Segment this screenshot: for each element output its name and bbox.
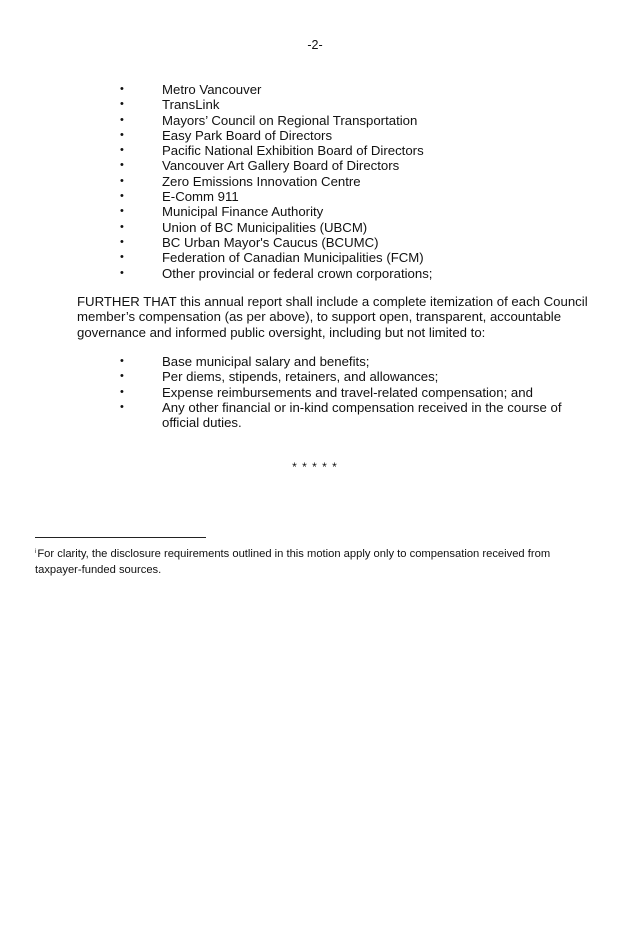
- list-item: [118, 158, 588, 173]
- page-number: -2-: [307, 38, 323, 52]
- list-item: [118, 266, 588, 281]
- list-item-text: Any other financial or in-kind compensation received in the course of official duties.: [162, 399, 562, 431]
- list-item-text: E-Comm 911: [162, 189, 239, 205]
- bullet-icon: •: [120, 83, 124, 95]
- list-item-text: Easy Park Board of Directors: [162, 127, 333, 143]
- bullet-icon: •: [120, 251, 124, 264]
- list-item-text: Municipal Finance Authority: [162, 204, 324, 220]
- bullet-icon: •: [120, 370, 124, 383]
- list-item-text: Expense reimbursements and travel-related compensation; and: [162, 384, 533, 400]
- bullet-icon: •: [120, 98, 124, 111]
- bullet-icon: •: [120, 385, 124, 398]
- footnote: [35, 545, 595, 578]
- bodies-bullet-list: [118, 82, 588, 281]
- bullet-icon: •: [120, 235, 124, 248]
- list-item-text: Mayors’ Council on Regional Transportation: [162, 112, 418, 128]
- bullet-icon: •: [120, 174, 124, 187]
- section-separator: * * * * *: [292, 460, 338, 474]
- bullet-icon: •: [120, 113, 124, 126]
- list-item-text: Other provincial or federal crown corporations;: [162, 265, 433, 281]
- bullet-icon: •: [120, 205, 124, 218]
- list-item-text: Federation of Canadian Municipalities (FCM): [162, 250, 424, 266]
- further-that-paragraph: FURTHER THAT this annual report shall include a complete itemization of each Council member’s compensation (as per above), to support open, transparent, accountable governance and informed public oversight, including but not limited to:: [77, 294, 588, 340]
- bullet-icon: •: [120, 355, 124, 367]
- list-item: [118, 354, 588, 369]
- bullet-icon: •: [120, 128, 124, 141]
- list-item-text: Vancouver Art Gallery Board of Directors: [162, 158, 400, 174]
- list-item-text: Pacific National Exhibition Board of Directors: [162, 143, 424, 159]
- list-item: [118, 97, 588, 112]
- list-item: [118, 369, 588, 384]
- list-item: [118, 204, 588, 219]
- list-item: [118, 128, 588, 143]
- list-item-text: Zero Emissions Innovation Centre: [162, 173, 361, 189]
- list-item-text: Per diems, stipends, retainers, and allowances;: [162, 369, 439, 385]
- list-item-text: BC Urban Mayor's Caucus (BCUMC): [162, 234, 379, 250]
- footnote-divider: [35, 537, 206, 538]
- compensation-bullet-list: [118, 354, 588, 430]
- list-item: [118, 82, 588, 97]
- footnote-marker: i: [35, 549, 37, 555]
- list-item: [118, 143, 588, 158]
- list-item: [118, 113, 588, 128]
- list-item: [118, 250, 588, 265]
- list-item: [118, 189, 588, 204]
- bullet-icon: •: [120, 190, 124, 203]
- bullet-icon: •: [120, 400, 124, 413]
- list-item: [118, 385, 588, 400]
- list-item-text: Metro Vancouver: [162, 82, 262, 97]
- bullet-icon: •: [120, 144, 124, 157]
- bullet-icon: •: [120, 266, 124, 279]
- list-item-text: Union of BC Municipalities (UBCM): [162, 219, 368, 235]
- footnote-text: For clarity, the disclosure requirements outlined in this motion apply only to compensation received from taxpayer-funded sources.: [35, 548, 551, 576]
- bullet-icon: •: [120, 159, 124, 172]
- list-item-text: TransLink: [162, 97, 220, 113]
- list-item: [118, 400, 588, 431]
- list-item: [118, 235, 588, 250]
- bullet-icon: •: [120, 220, 124, 233]
- list-item: [118, 174, 588, 189]
- list-item: [118, 220, 588, 235]
- list-item-text: Base municipal salary and benefits;: [162, 354, 370, 369]
